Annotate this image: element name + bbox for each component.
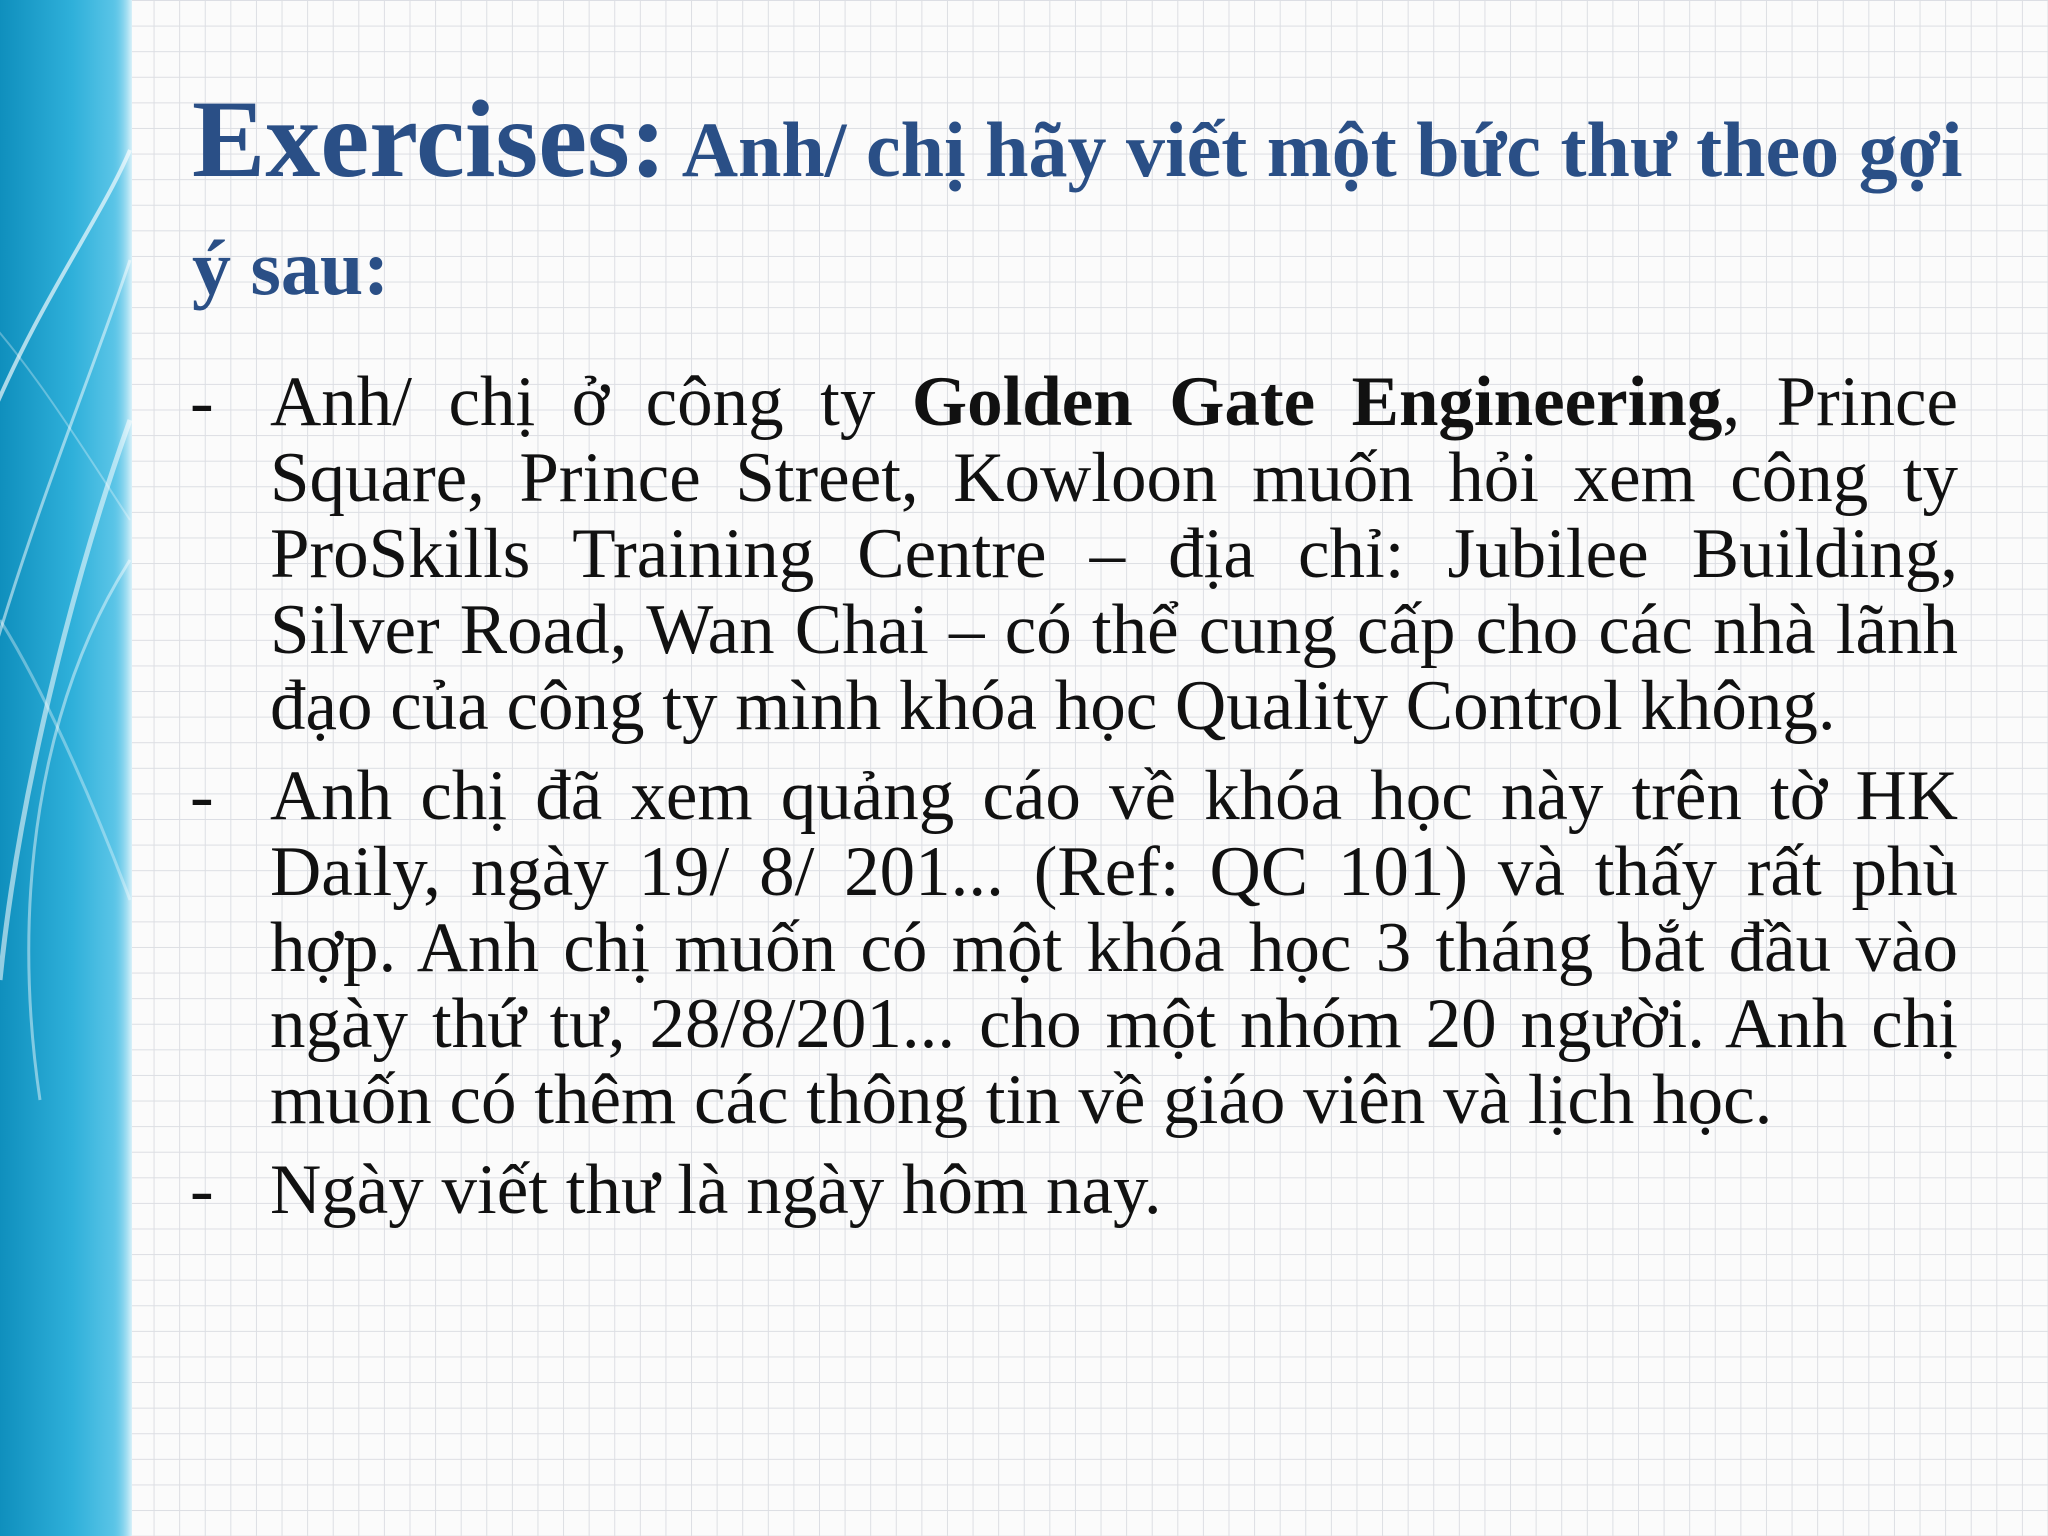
title-lead: Exercises: bbox=[192, 78, 667, 200]
bullet-item bbox=[190, 1152, 1958, 1228]
bullet-text: Ngày viết thư là ngày hôm nay. bbox=[270, 1151, 1162, 1229]
bullet-marker: - bbox=[190, 1151, 214, 1229]
bullet-text-before: Anh/ chị ở công ty bbox=[270, 363, 912, 441]
decorative-side-band bbox=[0, 0, 132, 1536]
bullet-item bbox=[190, 364, 1958, 744]
title-rest: Anh/ chị hãy viết một bức thư theo gợi ý sau: bbox=[192, 106, 1963, 311]
bullet-item bbox=[190, 758, 1958, 1138]
slide-title bbox=[192, 80, 1972, 327]
bullet-list bbox=[190, 364, 1958, 1242]
bullet-marker: - bbox=[190, 757, 214, 835]
bullet-text-after: , Prince Square, Prince Street, Kowloon muốn hỏi xem công ty ProSkills Training Centre – địa chỉ: Jubilee Building, Silver Road, Wan Chai – có thể cung cấp cho các nhà lãnh đạo của công ty mình khóa học Quality Control không. bbox=[270, 363, 1958, 745]
bullet-marker: - bbox=[190, 363, 214, 441]
company-name: Golden Gate Engineering bbox=[911, 363, 1723, 441]
bullet-text: Anh chị đã xem quảng cáo về khóa học này trên tờ HK Daily, ngày 19/ 8/ 201... (Ref: QC 101) và thấy rất phù hợp. Anh chị muốn có một khóa học 3 tháng bắt đầu vào ngày thứ tư, 28/8/201... cho một nhóm 20 người. Anh chị muốn có thêm các thông tin về giáo viên và lịch học. bbox=[270, 757, 1958, 1139]
